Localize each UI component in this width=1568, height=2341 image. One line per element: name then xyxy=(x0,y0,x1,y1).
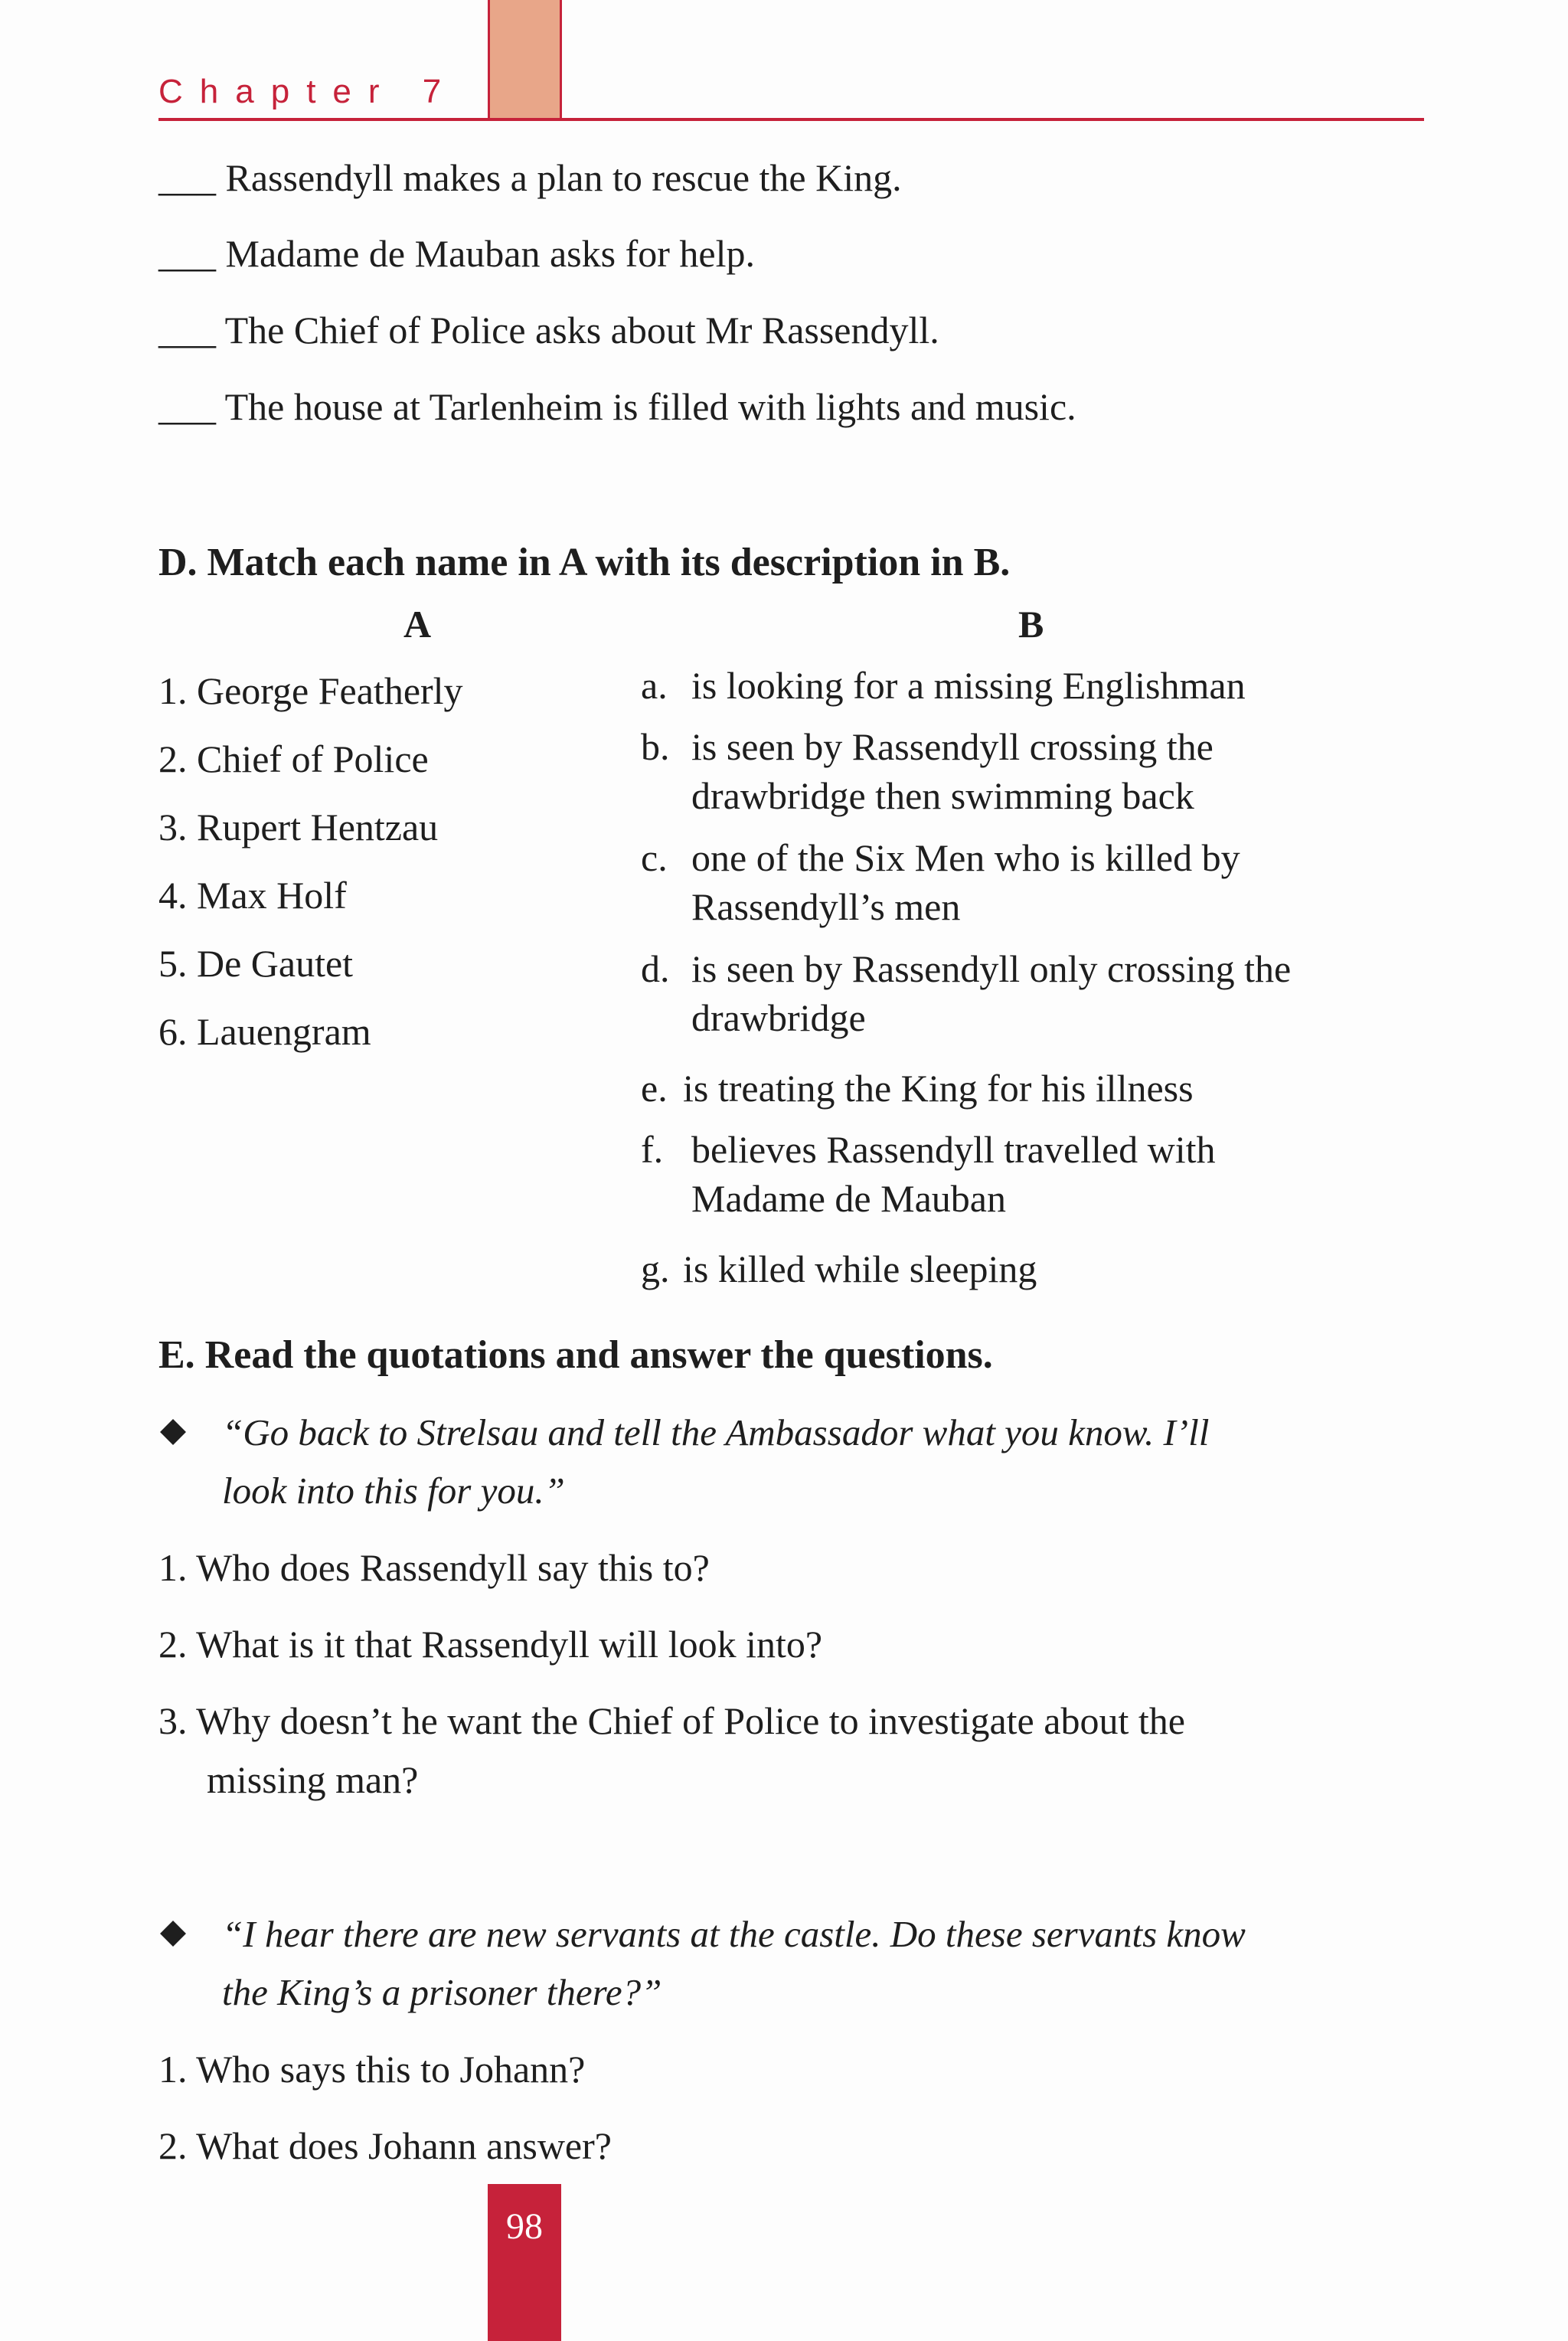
section-d-heading: D. Match each name in A with its description in B. xyxy=(158,541,1011,584)
sequence-item: ___ The Chief of Police asks about Mr Rassendyll. xyxy=(158,309,939,351)
sequence-item: ___ The house at Tarlenheim is filled with lights and music. xyxy=(158,385,1076,428)
page-number: 98 xyxy=(506,2206,543,2247)
column-a-heading: A xyxy=(403,603,432,646)
description-letter: c. xyxy=(641,836,668,879)
chapter-tab xyxy=(488,0,561,121)
description-text: is seen by Rassendyll only crossing the xyxy=(691,947,1292,990)
column-b-heading: B xyxy=(1018,603,1044,646)
quotation-line: “Go back to Strelsau and tell the Ambassador what you know. I’ll xyxy=(222,1411,1210,1453)
quotation-line: the King’s a prisoner there?” xyxy=(222,1971,662,2013)
description-text: Rassendyll’s men xyxy=(691,885,961,928)
description-text: is killed while sleeping xyxy=(683,1247,1037,1290)
description-text: believes Rassendyll travelled with xyxy=(691,1128,1216,1171)
question: 1. Who does Rassendyll say this to? xyxy=(158,1546,710,1589)
description-text: drawbridge then swimming back xyxy=(691,774,1194,817)
match-name: 5. De Gautet xyxy=(158,942,354,985)
question: missing man? xyxy=(207,1758,419,1801)
match-name: 2. Chief of Police xyxy=(158,737,429,780)
description-text: is seen by Rassendyll crossing the xyxy=(691,725,1214,768)
description-text: one of the Six Men who is killed by xyxy=(691,836,1240,879)
question: 3. Why doesn’t he want the Chief of Police to investigate about the xyxy=(158,1699,1185,1742)
description-letter: d. xyxy=(641,947,670,990)
quotation-line: look into this for you.” xyxy=(222,1470,565,1512)
sequence-item: ___ Rassendyll makes a plan to rescue the King. xyxy=(158,156,902,199)
description-letter: g. xyxy=(641,1247,670,1290)
section-e-heading: E. Read the quotations and answer the questions. xyxy=(158,1333,993,1377)
description-text: is looking for a missing Englishman xyxy=(691,664,1246,707)
description-letter: a. xyxy=(641,664,668,707)
question: 2. What does Johann answer? xyxy=(158,2124,612,2167)
match-name: 1. George Featherly xyxy=(158,669,463,712)
header-rule xyxy=(158,118,1424,121)
match-name: 6. Lauengram xyxy=(158,1010,371,1053)
chapter-label: Chapter 7 xyxy=(158,73,459,110)
description-letter: e. xyxy=(641,1067,668,1110)
match-name: 3. Rupert Hentzau xyxy=(158,806,439,848)
quotation-line: “I hear there are new servants at the castle. Do these servants know xyxy=(222,1913,1246,1955)
question: 1. Who says this to Johann? xyxy=(158,2048,586,2091)
match-name: 4. Max Holf xyxy=(158,874,347,917)
description-text: is treating the King for his illness xyxy=(683,1067,1194,1110)
tab-edge-right xyxy=(560,0,562,121)
diamond-bullet-icon xyxy=(160,1419,186,1445)
description-letter: b. xyxy=(641,725,670,768)
description-text: Madame de Mauban xyxy=(691,1177,1006,1220)
description-letter: f. xyxy=(641,1128,664,1171)
question: 2. What is it that Rassendyll will look into? xyxy=(158,1623,823,1666)
description-text: drawbridge xyxy=(691,996,866,1039)
sequence-item: ___ Madame de Mauban asks for help. xyxy=(158,232,755,275)
tab-edge-left xyxy=(488,0,490,121)
diamond-bullet-icon xyxy=(160,1921,186,1947)
